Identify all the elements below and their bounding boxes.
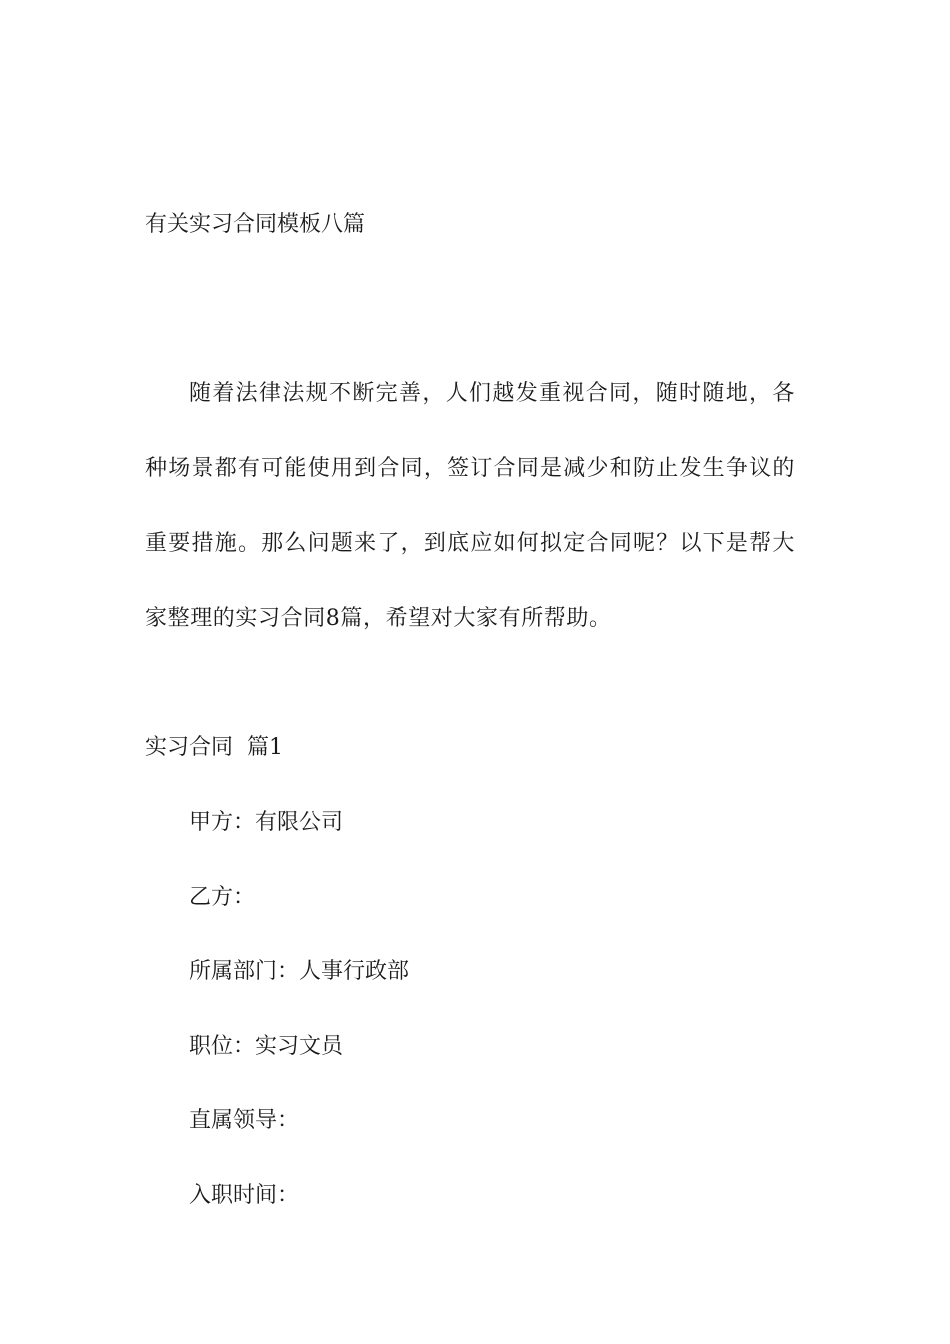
field-start-date: 入职时间：	[189, 1182, 300, 1208]
field-party-b: 乙方：	[189, 884, 256, 910]
field-supervisor: 直属领导：	[189, 1108, 300, 1134]
field-position: 职位：实习文员	[189, 1033, 344, 1059]
document-title: 有关实习合同模板八篇	[145, 212, 366, 237]
contract-field-list	[189, 806, 409, 1254]
field-party-a: 甲方：有限公司	[189, 810, 344, 835]
field-department: 所属部门：人事行政部	[189, 959, 410, 985]
section-heading: 实习合同 篇1	[145, 735, 283, 760]
intro-paragraph: 随着法律法规不断完善，人们越发重视合同，随时随地，各种场景都有可能使用到合同，签订合同是减少和防止发生争议的重要措施。那么问题来了，到底应如何拟定合同呢？以下是帮大家整理的实习合同8篇，希望对大家有所帮助。	[145, 381, 795, 631]
